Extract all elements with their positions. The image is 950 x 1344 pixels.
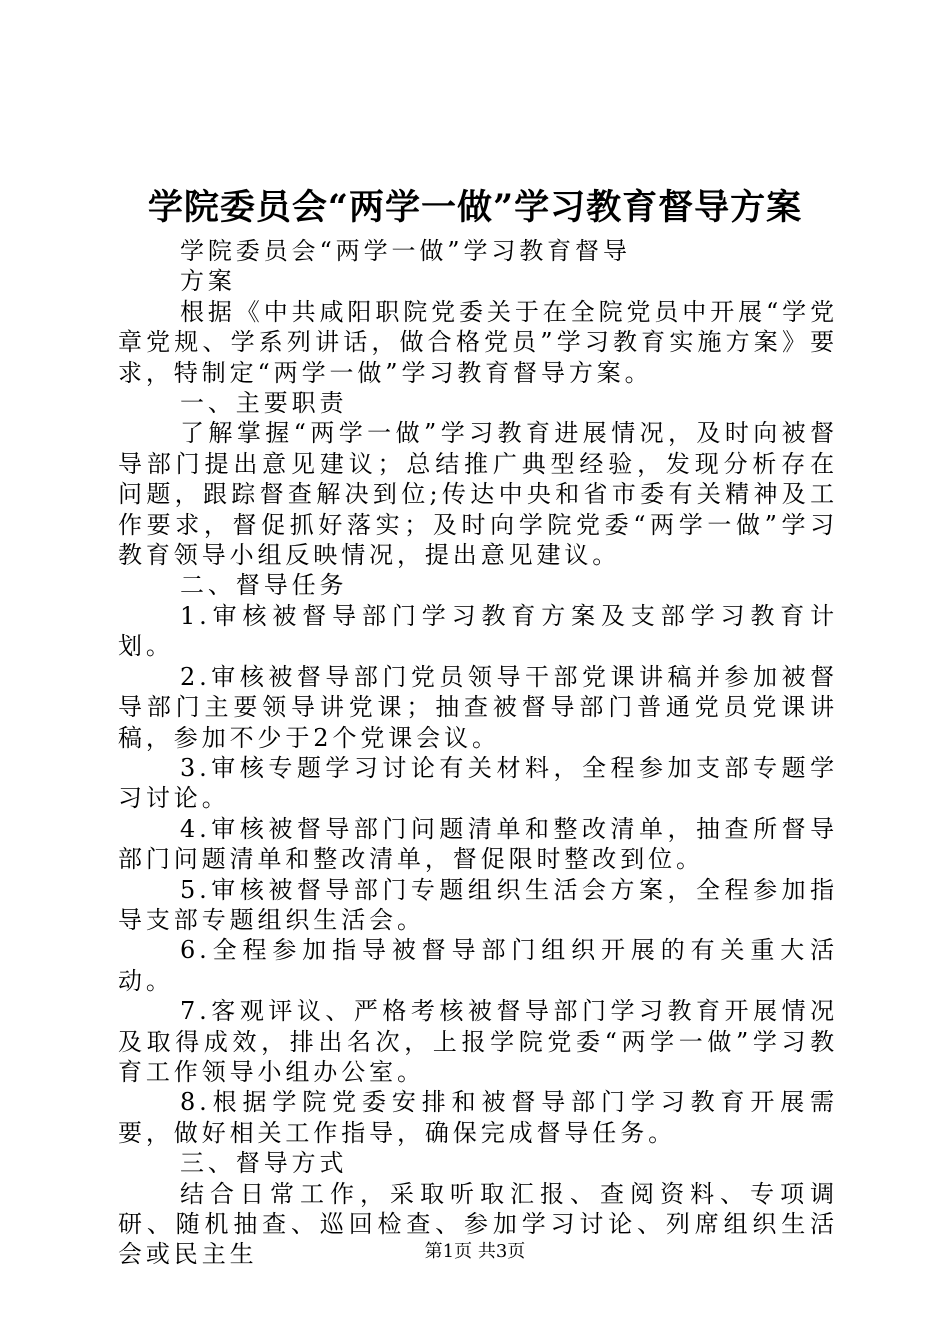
task-item-7: 7.客观评议、严格考核被督导部门学习教育开展情况及取得成效，排出名次，上报学院党委“两学一做”学习教育工作领导小组办公室。 bbox=[118, 997, 838, 1086]
document-title: 学院委员会“两学一做”学习教育督导方案 bbox=[147, 187, 803, 228]
duties-paragraph: 了解掌握“两学一做”学习教育进展情况，及时向被督导部门提出意见建议；总结推广典型经验，发现分析存在问题，跟踪督查解决到位;传达中央和省市委有关精神及工作要求，督促抓好落实；及时向学院党委“两学一做”学习教育领导小组反映情况，提出意见建议。 bbox=[118, 419, 838, 570]
section-heading-duties: 一、主要职责 bbox=[180, 389, 348, 418]
intro-paragraph: 根据《中共咸阳职院党委关于在全院党员中开展“学党章党规、学系列讲话，做合格党员”学习教育实施方案》要求，特制定“两学一做”学习教育督导方案。 bbox=[118, 297, 838, 387]
task-item-3: 3.审核专题学习讨论有关材料，全程参加支部专题学习讨论。 bbox=[118, 753, 838, 813]
section-heading-tasks: 二、督导任务 bbox=[180, 571, 348, 600]
task-item-6: 6.全程参加指导被督导部门组织开展的有关重大活动。 bbox=[118, 936, 838, 995]
task-item-1: 1.审核被督导部门学习教育方案及支部学习教育计划。 bbox=[118, 601, 838, 661]
document-body bbox=[118, 236, 838, 1270]
task-item-5: 5.审核被督导部门专题组织生活会方案，全程参加指导支部专题组织生活会。 bbox=[118, 875, 838, 934]
task-item-4: 4.审核被督导部门问题清单和整改清单，抽查所督导部门问题清单和整改清单，督促限时整改到位。 bbox=[118, 814, 838, 874]
subtitle-line-1: 学院委员会“两学一做”学习教育督导 bbox=[180, 237, 631, 265]
page-footer: 第1页 共3页 bbox=[424, 1241, 526, 1262]
subtitle-line-2: 方案 bbox=[180, 267, 236, 296]
task-item-2: 2.审核被督导部门党员领导干部党课讲稿并参加被督导部门主要领导讲党课；抽查被督导部门普通党员党课讲稿，参加不少于2个党课会议。 bbox=[118, 662, 838, 752]
task-item-8: 8.根据学院党委安排和被督导部门学习教育开展需要，做好相关工作指导，确保完成督导任务。 bbox=[118, 1088, 838, 1147]
methods-paragraph: 结合日常工作，采取听取汇报、查阅资料、专项调研、随机抽查、巡回检查、参加学习讨论、列席组织生活会或民主生 bbox=[118, 1179, 838, 1269]
section-heading-methods: 三、督导方式 bbox=[180, 1149, 348, 1178]
